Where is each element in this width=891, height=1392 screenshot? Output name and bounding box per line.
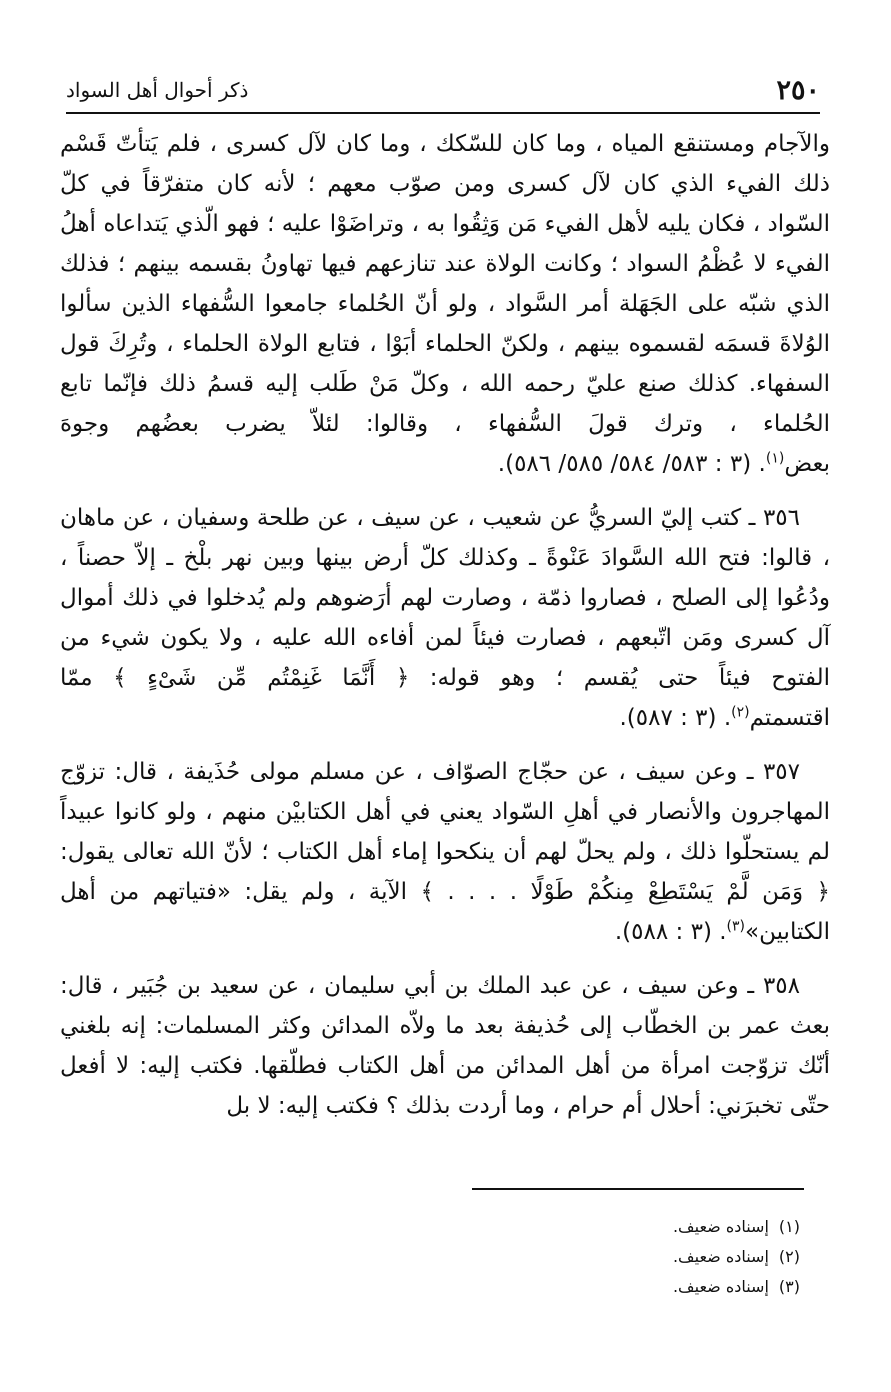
- paragraph-356: [60, 498, 830, 738]
- page-header: [66, 70, 820, 110]
- source-citation: . (٣ : ٥٨٣/ ٥٨٤/ ٥٨٥/ ٥٨٦).: [497, 451, 766, 477]
- header-rule: [66, 112, 820, 114]
- source-citation: . (٣ : ٥٨٧).: [619, 705, 732, 731]
- paragraph-text: والآجام ومستنقع المياه ، وما كان للسّكك ، وما كان لآل كسرى ، فلم يَتأتّ قَسْم ذلك الفيء الذي كان لآل كسرى ومن صوّب معهم ؛ لأنه كان متفرّقاً في كلّ السّواد ، فكان يليه لأهل الفيء مَن وَثِقُوا به ، وتراضَوْا عليه ؛ فهو الّذي يَتداعاه أهلُ الفيء لا عُظْمُ السواد ؛ وكانت الولاة عند تنازعهم فيها تهاونُ بقسمه بينهم ؛ فذلك الذي شبّه على الجَهَلة أمر السَّواد ، ولو أنّ الحُلماء جامعوا السُّفهاء الذين سألوا الوُلاةَ قسمَه لقسموه بينهم ، ولكنّ الحلماء أبَوْا ، فتابع الولاة الحلماء ، وتُرِكَ قول السفهاء. كذلك صنع عليّ رحمه الله ، وكلّ مَنْ طَلب إليه قسمُ ذلك فإنّما تابع الحُلماء ، وترك قولَ السُّفهاء ، وقالوا: لئلاّ يضرب بعضُهم وجوهَ بعض: [60, 131, 830, 477]
- paragraph-358: [60, 966, 830, 1126]
- paragraph-text: ٣٥٧ ـ وعن سيف ، عن حجّاج الصوّاف ، عن مسلم مولى حُذَيفة ، قال: تزوّج المهاجرون والأنصار في أهلِ السّواد يعني في أهل الكتابيْن منهم ، ولو كانوا عبيداً لم يستحلّوا ذلك ، ولم يحلّ لهم أن ينكحوا إماء أهل الكتاب ؛ لأنّ الله تعالى يقول: ﴿ وَمَن لَّمْ يَسْتَطِعْ مِنكُمْ طَوْلًا . . . . ﴾ الآية ، ولم يقل: «فتياتهم من أهل الكتابين»: [60, 759, 830, 945]
- footnote-reference: (٣): [726, 918, 746, 935]
- footnote-item: [400, 1272, 800, 1302]
- footnote-reference: (١): [765, 450, 785, 467]
- footnote-text: إسناده ضعيف.: [672, 1217, 769, 1236]
- page-number: ٢٥٠: [776, 74, 820, 106]
- footnote-item: [400, 1242, 800, 1272]
- footnote-text: إسناده ضعيف.: [672, 1247, 769, 1266]
- footnote-number: (٣): [778, 1277, 800, 1296]
- paragraph-text: ٣٥٨ ـ وعن سيف ، عن عبد الملك بن أبي سليمان ، عن سعيد بن جُبَير ، قال: بعث عمر بن الخطّاب إلى حُذيفة بعد ما ولاّه المدائن وكثر المسلمات: إنه بلغني أنّك تزوّجت امرأة من أهل المدائن من أهل الكتاب فطلّقها. فكتب إليه: لا أفعل حتّى تخبرَني: أحلال أم حرام ، وما أردت بذلك ؟ فكتب إليه: لا بل: [60, 973, 830, 1119]
- paragraph-continuation: [60, 124, 830, 484]
- footnote-text: إسناده ضعيف.: [672, 1277, 769, 1296]
- source-citation: . (٣ : ٥٨٨).: [614, 919, 727, 945]
- running-title: ذكر أحوال أهل السواد: [66, 78, 249, 102]
- footnote-reference: (٢): [731, 704, 750, 721]
- main-text: [60, 124, 830, 1140]
- paragraph-357: [60, 752, 830, 952]
- paragraph-text: ٣٥٦ ـ كتب إليّ السريُّ عن شعيب ، عن سيف ، عن طلحة وسفيان ، عن ماهان ، قالوا: فتح الله السَّوادَ عَنْوةً ـ وكذلك كلّ أرض بينها وبين نهر بلْخ ـ إلاّ حصناً ، ودُعُوا إلى الصلح ، فصاروا ذمّة ، وصارت لهم أرَضوهم ولم يُدخلوا في ذلك أموال آل كسرى ومَن اتّبعهم ، فصارت فيئاً لمن أفاءه الله عليه ، ولا يكون شيء من الفتوح فيئاً حتى يُقسم ؛ وهو قوله: ﴿ أَنَّمَا غَنِمْتُم مِّن شَىْءٍ ﴾ ممّا اقتسمتم: [60, 505, 830, 731]
- footnote-number: (١): [778, 1217, 800, 1236]
- footnotes: [400, 1212, 800, 1302]
- footnote-item: [400, 1212, 800, 1242]
- footnote-separator: [472, 1188, 804, 1190]
- footnote-number: (٢): [778, 1247, 800, 1266]
